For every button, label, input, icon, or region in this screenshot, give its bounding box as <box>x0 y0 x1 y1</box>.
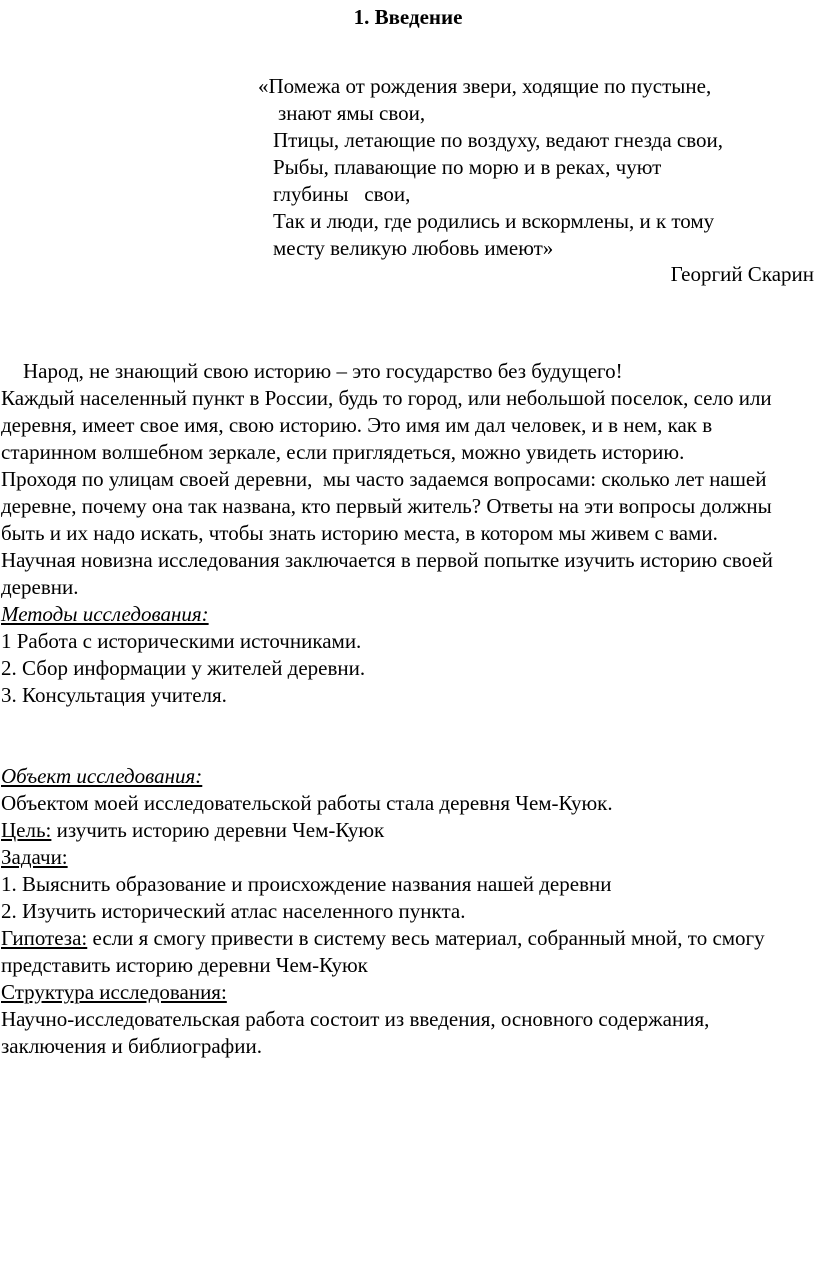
methods-item: 1 Работа с историческими источниками. <box>1 629 362 653</box>
structure-text: Научно-исследовательская работа состоит из введения, основного содержания, заключения и библиографии. <box>1 1007 710 1058</box>
methods-item: 3. Консультация учителя. <box>1 683 227 707</box>
section-title: 1. Введение <box>353 5 463 29</box>
object-heading <box>1 763 813 790</box>
epigraph-author: Георгий Скарин <box>670 262 814 286</box>
methods-heading <box>1 601 813 628</box>
epigraph <box>258 73 808 262</box>
epigraph-line: Птицы, летающие по воздуху, ведают гнезда свои, <box>273 128 723 152</box>
paragraph-intro: Каждый населенный пункт в России, будь то город, или небольшой поселок, село или деревня, имеет свое имя, свою историю. Это имя им дал человек, и в нем, как в старинном волшебном зеркале, если приглядеться, можно увидеть историю. <box>1 386 772 464</box>
hypothesis-label: Гипотеза: <box>1 926 88 950</box>
epigraph-line: знают ямы свои, <box>278 101 426 125</box>
epigraph-line: месту великую любовь имеют» <box>273 236 554 260</box>
epigraph-line: Так и люди, где родились и вскормлены, и к тому <box>273 209 715 233</box>
goal-text: изучить историю деревни Чем-Куюк <box>51 818 385 842</box>
body-text <box>1 358 813 1060</box>
paragraph-questions: Проходя по улицам своей деревни, мы часто задаемся вопросами: сколько лет нашей деревне, почему она так названа, кто первый житель? Ответы на эти вопросы должны быть и их надо искать, чтобы знать историю места, в котором мы живем с вами. <box>1 467 778 545</box>
object-heading-text: Объект исследования: <box>1 764 203 788</box>
epigraph-line: «Помежа от рождения звери, ходящие по пустыне, <box>258 74 712 98</box>
hypothesis-text: если я смогу привести в систему весь материал, собранный мной, то смогу представить историю деревни Чем-Куюк <box>1 926 765 977</box>
epigraph-line: глубины свои, <box>273 182 411 206</box>
object-text: Объектом моей исследовательской работы стала деревня Чем-Куюк. <box>1 791 613 815</box>
goal-label: Цель: <box>1 818 52 842</box>
paragraph-novelty: Научная новизна исследования заключается в первой попытке изучить историю своей деревни. <box>1 548 773 599</box>
paragraph-intro-line: Народ, не знающий свою историю – это государство без будущего! <box>23 359 623 383</box>
tasks-item: 1. Выяснить образование и происхождение названия нашей деревни <box>1 872 612 896</box>
structure-heading <box>1 979 813 1006</box>
blank-gap <box>1 709 813 763</box>
tasks-heading <box>1 844 813 871</box>
methods-heading-text: Методы исследования: <box>1 602 209 626</box>
methods-item: 2. Сбор информации у жителей деревни. <box>1 656 366 680</box>
tasks-heading-text: Задачи: <box>1 845 68 869</box>
structure-heading-text: Структура исследования: <box>1 980 227 1004</box>
hypothesis-line <box>1 925 813 979</box>
tasks-item: 2. Изучить исторический атлас населенного пункта. <box>1 899 466 923</box>
epigraph-line: Рыбы, плавающие по морю и в реках, чуют <box>273 155 662 179</box>
goal-line <box>1 817 813 844</box>
